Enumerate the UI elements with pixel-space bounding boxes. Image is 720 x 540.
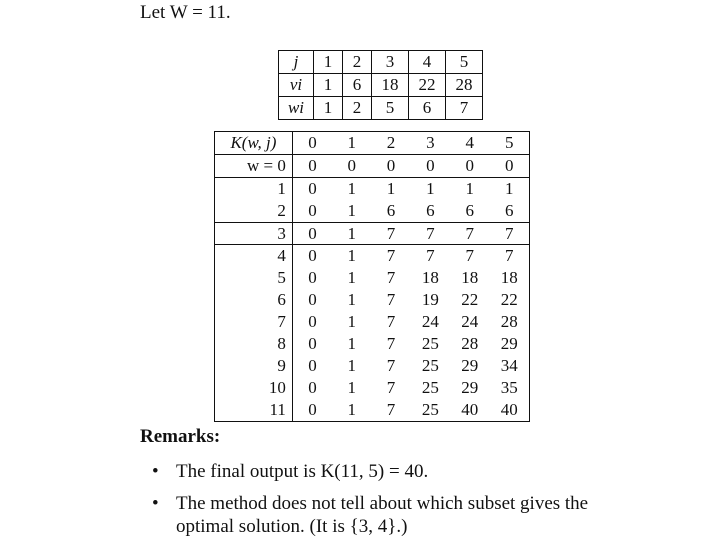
table-cell: 0 xyxy=(308,399,317,419)
table-cell: 1 xyxy=(465,178,475,198)
table-cell: 0 xyxy=(411,154,450,177)
table-cell: 7 xyxy=(505,246,514,266)
bullet-icon: • xyxy=(152,493,159,514)
dp-row-header: 5 xyxy=(215,267,293,289)
table-cell: 6 xyxy=(411,200,450,222)
table-cell: 24 xyxy=(461,312,479,332)
table-cell: 25 xyxy=(421,377,439,397)
table-cell: 0 xyxy=(308,246,317,266)
table-row xyxy=(215,333,530,355)
table-row xyxy=(215,154,530,177)
table-cell: 7 xyxy=(386,268,396,288)
dp-table-corner-label: K(w, j) xyxy=(215,132,293,155)
table-row xyxy=(215,177,530,199)
table-row xyxy=(215,311,530,333)
table-row xyxy=(215,222,530,245)
item-table-weight-row xyxy=(279,97,483,120)
table-cell: 6 xyxy=(409,97,446,120)
table-cell: 28 xyxy=(500,312,518,332)
remark-item xyxy=(152,460,622,483)
bullet-icon: • xyxy=(152,461,159,482)
table-cell: 34 xyxy=(500,355,518,375)
remark-text: The method does not tell about which subset gives the optimal solution. (It is {3, 4}.) xyxy=(176,493,589,537)
table-cell: j xyxy=(279,51,314,74)
table-cell: 7 xyxy=(450,222,489,245)
table-cell: 1 xyxy=(314,74,343,97)
table-cell: 1 xyxy=(347,178,356,198)
table-cell: 1 xyxy=(347,355,356,375)
table-cell: 7 xyxy=(386,290,396,310)
table-row xyxy=(215,267,530,289)
dp-column-header: 0 xyxy=(292,132,332,155)
dp-row-header: 8 xyxy=(215,333,293,355)
table-cell: 7 xyxy=(386,246,396,266)
table-cell: 0 xyxy=(292,222,332,245)
dp-column-header: 5 xyxy=(490,132,530,155)
table-row xyxy=(215,399,530,421)
dp-row-header: 10 xyxy=(215,377,293,399)
table-cell: 25 xyxy=(421,399,439,419)
table-row xyxy=(215,377,530,399)
table-cell: 7 xyxy=(386,377,396,397)
dp-row-header: 3 xyxy=(215,222,293,245)
table-cell: 7 xyxy=(386,355,396,375)
table-cell: 35 xyxy=(500,377,518,397)
table-cell: 0 xyxy=(308,178,317,198)
table-cell: 7 xyxy=(490,222,530,245)
table-cell: 7 xyxy=(426,246,435,266)
table-row xyxy=(215,289,530,311)
table-cell: 1 xyxy=(347,268,356,288)
dp-column-header: 2 xyxy=(371,132,410,155)
table-cell: 29 xyxy=(500,333,518,353)
table-cell: 6 xyxy=(371,200,410,222)
table-cell: 29 xyxy=(461,377,479,397)
table-cell: 7 xyxy=(411,222,450,245)
dp-table-header-row xyxy=(215,132,530,155)
remark-text: The final output is K(11, 5) = 40. xyxy=(176,461,429,482)
table-cell: 40 xyxy=(500,399,518,419)
table-cell: 22 xyxy=(500,290,518,310)
remark-item xyxy=(152,492,622,538)
table-cell: 28 xyxy=(446,74,483,97)
table-cell: 25 xyxy=(421,333,439,353)
dp-column-header: 4 xyxy=(450,132,489,155)
table-cell: 6 xyxy=(450,200,489,222)
table-cell: vi xyxy=(279,74,314,97)
table-cell: 29 xyxy=(461,355,479,375)
table-cell: 22 xyxy=(461,290,479,310)
table-cell: 3 xyxy=(372,51,409,74)
table-cell: 7 xyxy=(386,312,396,332)
table-cell: 1 xyxy=(314,51,343,74)
item-table-header-row xyxy=(279,51,483,74)
table-cell: 18 xyxy=(421,268,439,288)
table-cell: 0 xyxy=(308,268,317,288)
table-cell: 1 xyxy=(505,178,514,198)
table-cell: 0 xyxy=(308,312,317,332)
dp-table xyxy=(214,131,530,422)
table-cell: 18 xyxy=(461,268,479,288)
table-cell: 7 xyxy=(386,333,396,353)
dp-row-header: 9 xyxy=(215,355,293,377)
table-cell: 5 xyxy=(372,97,409,120)
dp-row-header: 11 xyxy=(215,399,293,421)
table-cell: 7 xyxy=(371,222,410,245)
table-cell: 2 xyxy=(343,51,372,74)
dp-column-header: 1 xyxy=(332,132,371,155)
dp-row-header: 4 xyxy=(215,245,293,267)
table-cell: 1 xyxy=(347,399,356,419)
table-cell: 25 xyxy=(421,355,439,375)
table-cell: 0 xyxy=(308,290,317,310)
table-cell: 6 xyxy=(490,200,530,222)
table-cell: 1 xyxy=(347,377,356,397)
table-cell: 1 xyxy=(347,246,356,266)
table-cell: 5 xyxy=(446,51,483,74)
table-cell: 7 xyxy=(386,399,396,419)
table-cell: 1 xyxy=(347,312,356,332)
table-cell: 22 xyxy=(409,74,446,97)
table-cell: 1 xyxy=(332,200,371,222)
table-cell: 28 xyxy=(461,333,479,353)
table-cell: 0 xyxy=(371,154,410,177)
dp-row-header: 6 xyxy=(215,289,293,311)
dp-row-header: 7 xyxy=(215,311,293,333)
table-cell: 1 xyxy=(314,97,343,120)
table-cell: 0 xyxy=(308,377,317,397)
table-cell: 19 xyxy=(421,290,439,310)
table-cell: 0 xyxy=(292,154,332,177)
remarks-heading: Remarks: xyxy=(140,426,221,447)
table-cell: 0 xyxy=(490,154,530,177)
table-cell: 0 xyxy=(308,333,317,353)
intro-text: Let W = 11. xyxy=(140,2,231,23)
table-cell: 24 xyxy=(421,312,439,332)
table-cell: 1 xyxy=(426,178,435,198)
table-cell: 1 xyxy=(386,178,396,198)
table-cell: 1 xyxy=(347,333,356,353)
table-cell: wi xyxy=(279,97,314,120)
table-row xyxy=(215,355,530,377)
dp-row-header: 2 xyxy=(215,200,293,222)
table-cell: 2 xyxy=(343,97,372,120)
table-cell: 0 xyxy=(450,154,489,177)
table-cell: 7 xyxy=(465,246,475,266)
table-cell: 18 xyxy=(500,268,518,288)
table-row xyxy=(215,245,530,267)
table-cell: 40 xyxy=(461,399,479,419)
table-cell: 0 xyxy=(292,200,332,222)
table-cell: 7 xyxy=(446,97,483,120)
table-cell: 1 xyxy=(332,222,371,245)
table-cell: 1 xyxy=(347,290,356,310)
table-cell: 6 xyxy=(343,74,372,97)
item-table xyxy=(278,50,483,120)
dp-row-header: w = 0 xyxy=(215,154,293,177)
dp-column-header: 3 xyxy=(411,132,450,155)
table-cell: 4 xyxy=(409,51,446,74)
table-cell: 0 xyxy=(308,355,317,375)
table-cell: 0 xyxy=(332,154,371,177)
dp-table-body xyxy=(215,132,530,422)
table-row xyxy=(215,200,530,222)
item-table-value-row xyxy=(279,74,483,97)
table-cell: 18 xyxy=(372,74,409,97)
dp-row-header: 1 xyxy=(215,177,293,199)
